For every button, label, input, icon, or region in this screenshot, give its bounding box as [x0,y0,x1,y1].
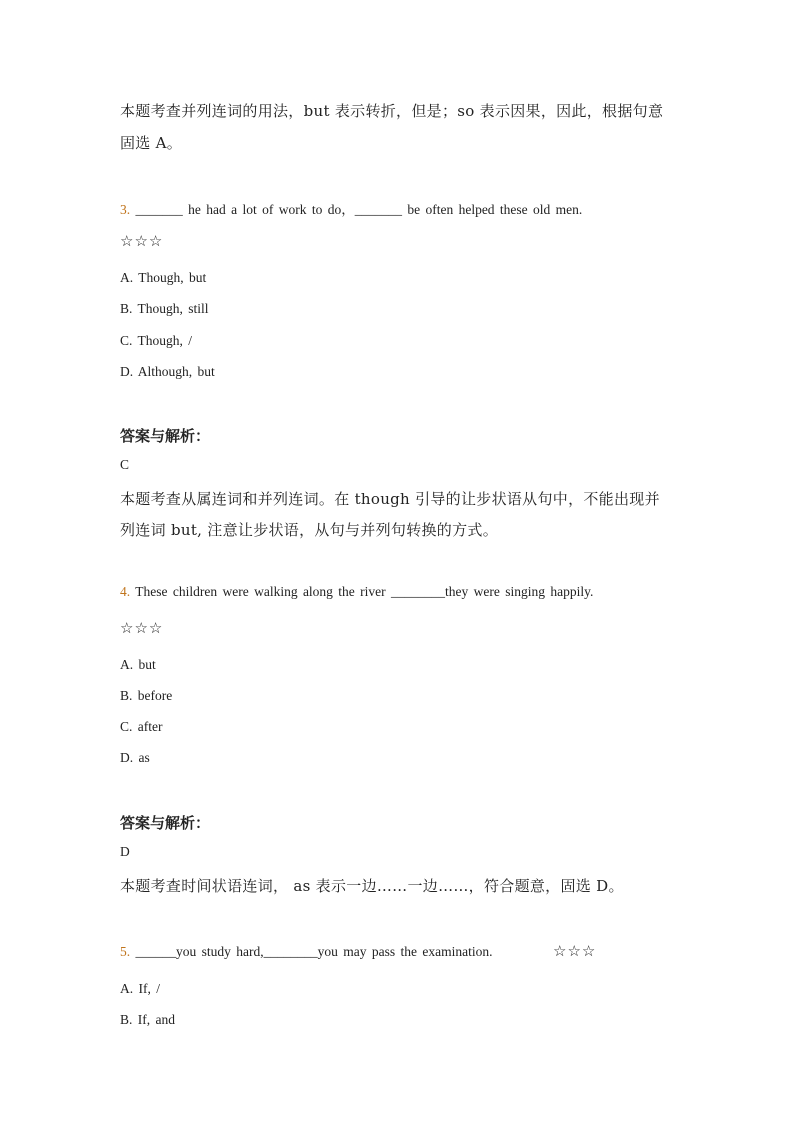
question-3-number: 3. [120,202,131,217]
question-4 [120,584,593,600]
question-4-difficulty-stars: ☆☆☆ [120,619,164,637]
question-3-explanation-line-1: 本题考查从属连词和并列连词。在 though 引导的让步状语从句中，不能出现并 [120,490,660,508]
question-3-option-b: B. Though, still [120,301,209,316]
question-4-text: These children were walking along the river ________they were singing happily. [130,584,594,599]
question-3-text: _______ he had a lot of work to do，_______ be often helped these old men. [130,202,583,217]
question-5-option-b: B. If, and [120,1012,175,1027]
question-4-option-b: B. before [120,688,173,703]
question-5-text: ______you study hard,________you may pass the examination. [130,944,493,959]
question-3-option-d: D. Although, but [120,364,215,379]
question-5-difficulty-stars: ☆☆☆ [553,942,597,960]
question-4-answer-heading: 答案与解析： [120,814,211,832]
question-4-number: 4. [120,584,131,599]
question-5 [120,944,492,960]
question-3-option-c: C. Though, / [120,333,193,348]
intro-explanation-line-2: 固选 A。 [120,134,183,152]
intro-explanation-line-1: 本题考查并列连词的用法，but 表示转折，但是；so 表示因果，因此，根据句意 [120,102,664,120]
question-3 [120,198,582,218]
question-3-answer: C [120,457,130,472]
question-4-explanation-line-1: 本题考查时间状语连词， as 表示一边……一边……，符合题意，固选 D。 [120,877,624,895]
question-4-option-c: C. after [120,719,163,734]
question-5-number: 5. [120,944,131,959]
question-4-answer: D [120,844,130,859]
question-3-difficulty-stars: ☆☆☆ [120,232,164,250]
question-4-option-a: A. but [120,657,156,672]
question-5-option-a: A. If, / [120,981,160,996]
question-4-option-d: D. as [120,750,150,765]
question-3-option-a: A. Though, but [120,270,207,285]
question-3-explanation-line-2: 列连词 but, 注意让步状语，从句与并列句转换的方式。 [120,521,498,539]
question-3-answer-heading: 答案与解析： [120,427,211,445]
